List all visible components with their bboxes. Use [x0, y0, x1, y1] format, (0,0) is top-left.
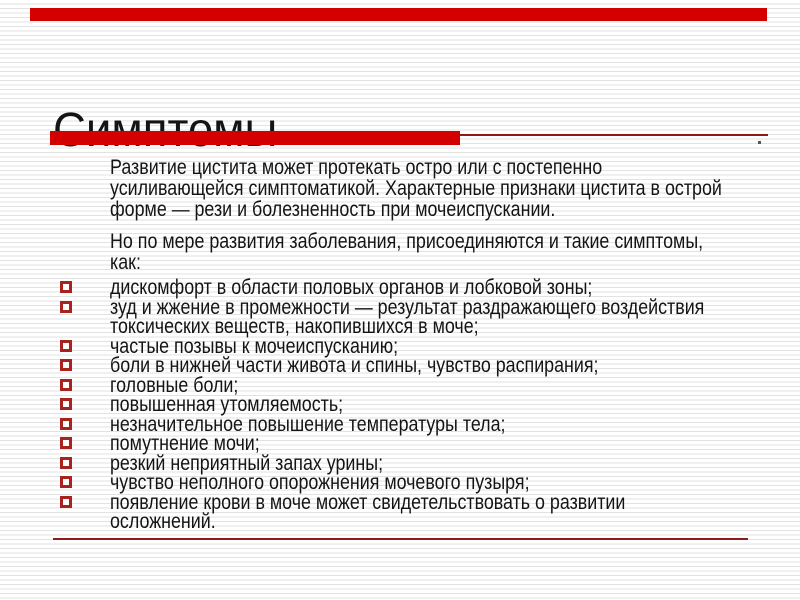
list-item: появление крови в моче может свидетельствовать о развитии осложнений. [60, 493, 800, 532]
list-item: зуд и жжение в промежности — результат раздражающего воздействия токсических веществ, накопившихся в моче; [60, 298, 800, 337]
top-accent-bar [30, 8, 767, 21]
square-bullet-icon [60, 398, 72, 410]
list-item: боли в нижней части живота и спины, чувство распирания; [60, 356, 800, 376]
title-underline-thin [460, 134, 768, 136]
square-bullet-icon [60, 379, 72, 391]
square-bullet-icon [60, 476, 72, 488]
square-bullet-icon [60, 340, 72, 352]
list-item: частые позывы к мочеиспусканию; [60, 337, 800, 357]
intro-paragraph-1: Развитие цистита может протекать остро или с постепенно усиливающейся симптоматикой. Характерные признаки цистита в острой форме — рези и болезненность при мочеиспускании. [110, 156, 722, 221]
stray-period-dot [758, 141, 761, 144]
bottom-rule [53, 538, 748, 540]
symptom-list [60, 278, 800, 532]
square-bullet-icon [60, 301, 72, 313]
square-bullet-icon [60, 496, 72, 508]
square-bullet-icon [60, 281, 72, 293]
square-bullet-icon [60, 359, 72, 371]
title-underline-thick [50, 131, 460, 145]
intro-paragraph-2: Но по мере развития заболевания, присоединяются и такие симптомы, как: [110, 230, 704, 274]
square-bullet-icon [60, 418, 72, 430]
list-item: чувство неполного опорожнения мочевого пузыря; [60, 473, 800, 493]
list-item: незначительное повышение температуры тела; [60, 415, 800, 435]
list-item: помутнение мочи; [60, 434, 800, 454]
intro-text-block [110, 157, 730, 273]
list-item: дискомфорт в области половых органов и лобковой зоны; [60, 278, 800, 298]
square-bullet-icon [60, 437, 72, 449]
square-bullet-icon [60, 457, 72, 469]
list-item: повышенная утомляемость; [60, 395, 800, 415]
list-item: резкий неприятный запах урины; [60, 454, 800, 474]
list-item: головные боли; [60, 376, 800, 396]
